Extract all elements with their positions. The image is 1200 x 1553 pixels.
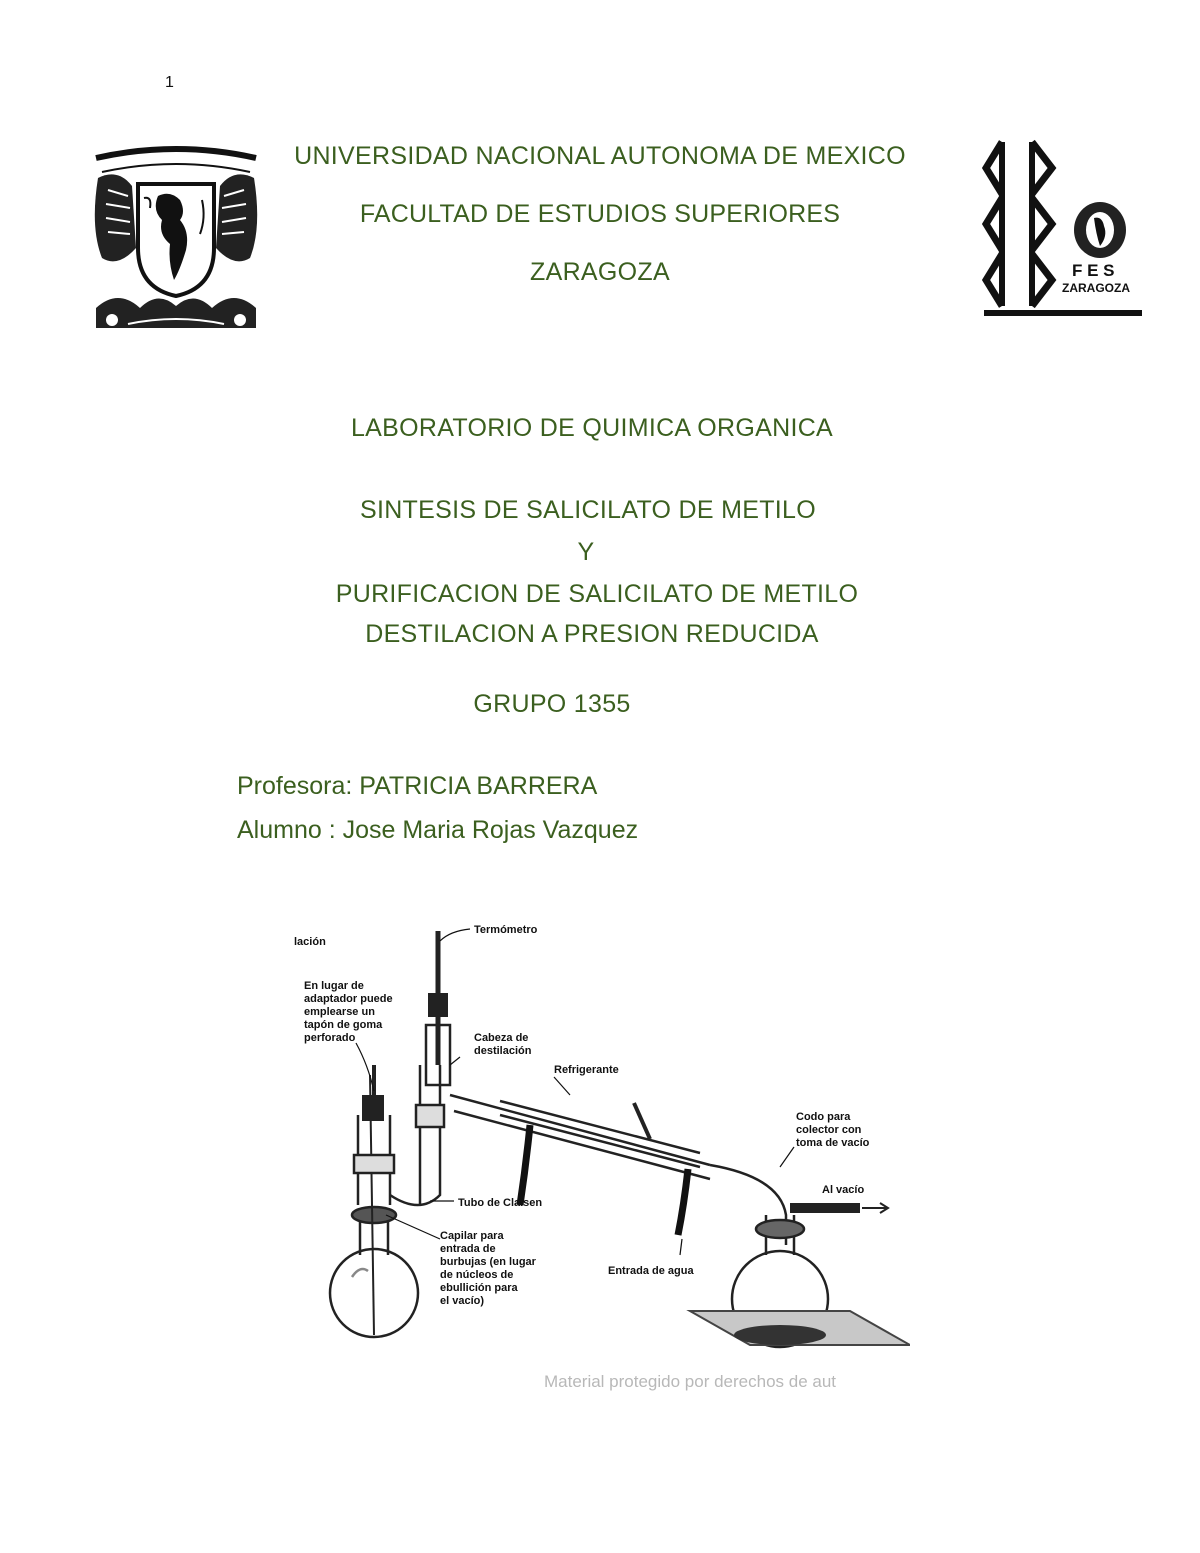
label-elbow-3: toma de vacío: [796, 1137, 870, 1149]
rubber-stopper: [362, 1095, 384, 1121]
professor-line: Profesora: PATRICIA BARRERA: [237, 772, 598, 800]
title-synthesis: SINTESIS DE SALICILATO DE METILO: [359, 496, 816, 524]
water-hose-in: [678, 1169, 688, 1235]
lab-name: LABORATORIO DE QUIMICA ORGANICA: [350, 414, 834, 442]
fes-logo-text: F E S: [1072, 261, 1115, 280]
diagram-corner-label: lación: [294, 936, 326, 948]
label-water-inlet: Entrada de agua: [608, 1265, 694, 1277]
label-capillary-5: ebullición para: [440, 1282, 518, 1294]
label-adapter-4: tapón de goma: [304, 1019, 383, 1031]
label-capillary-1: Capilar para: [440, 1230, 504, 1242]
label-capillary-2: entrada de: [440, 1243, 496, 1255]
label-head-2: destilación: [474, 1045, 532, 1057]
label-adapter-3: emplearse un: [304, 1006, 375, 1018]
page-number: 1: [165, 74, 174, 91]
vacuum-distillation-diagram: [290, 915, 910, 1395]
label-condenser: Refrigerante: [554, 1064, 619, 1076]
label-adapter-5: perforado: [304, 1032, 356, 1044]
title-distillation: DESTILACION A PRESION REDUCIDA: [365, 620, 819, 648]
label-vacuum: Al vacío: [822, 1184, 865, 1196]
student-line: Alumno : Jose Maria Rojas Vazquez: [237, 816, 639, 844]
label-elbow-2: colector con: [796, 1124, 862, 1136]
label-adapter-1: En lugar de: [304, 980, 364, 992]
wire-gauze: [690, 1311, 910, 1345]
header-faculty: FACULTAD DE ESTUDIOS SUPERIORES: [359, 200, 841, 228]
zaragoza-logo-text: ZARAGOZA: [1062, 281, 1130, 295]
label-capillary-4: de núcleos de: [440, 1269, 514, 1281]
label-elbow-1: Codo para: [796, 1111, 851, 1123]
header-campus: ZARAGOZA: [530, 258, 670, 286]
label-claisen: Tubo de Claisen: [458, 1197, 543, 1209]
label-capillary-3: burbujas (en lugar: [440, 1256, 536, 1268]
water-hose-out: [520, 1125, 530, 1205]
vacuum-hose: [790, 1203, 860, 1213]
fes-zaragoza-logo: [982, 138, 1144, 320]
group-number: GRUPO 1355: [473, 690, 631, 718]
clamp: [634, 1103, 650, 1139]
label-thermometer: Termómetro: [474, 924, 538, 936]
title-conjunction: Y: [577, 538, 595, 566]
label-capillary-6: el vacío): [440, 1295, 485, 1307]
title-purification: PURIFICACION DE SALICILATO DE METILO: [335, 580, 859, 608]
header-university: UNIVERSIDAD NACIONAL AUTONOMA DE MEXICO: [294, 142, 906, 170]
condenser: [450, 1095, 710, 1179]
label-head-1: Cabeza de: [474, 1032, 529, 1044]
label-adapter-2: adaptador puede: [304, 993, 393, 1005]
copyright-watermark: Material protegido por derechos de aut: [544, 1372, 837, 1391]
